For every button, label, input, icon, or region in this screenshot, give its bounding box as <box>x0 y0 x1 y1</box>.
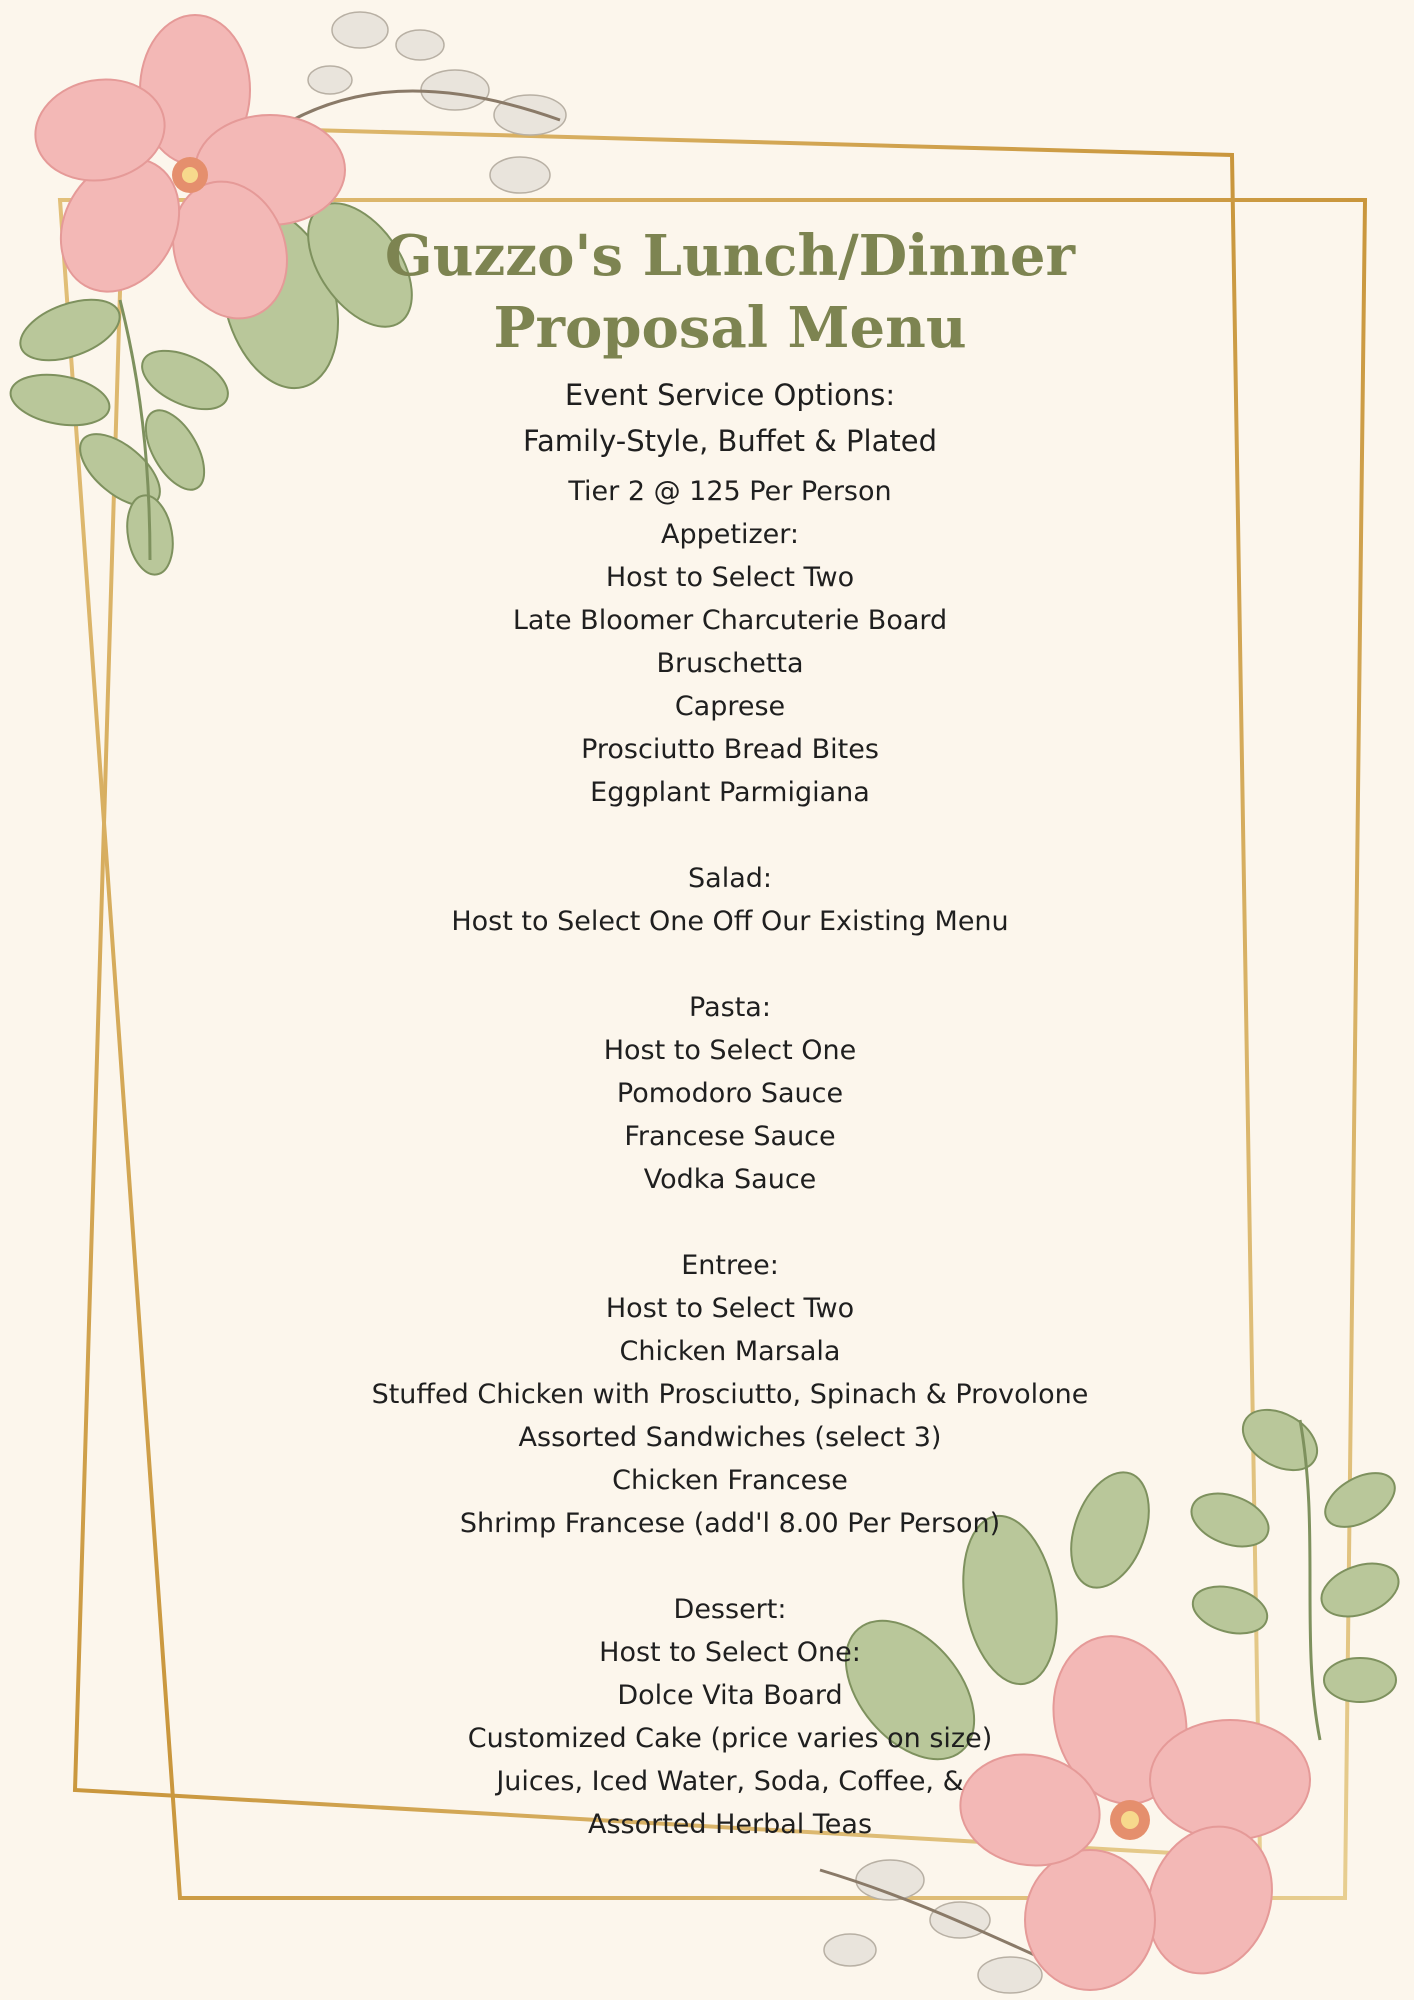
menu-line: Francese Sauce <box>624 1121 836 1152</box>
menu-line: Salad: <box>688 863 772 894</box>
menu-line: Host to Select One Off Our Existing Menu <box>451 906 1009 937</box>
menu-line: Chicken Marsala <box>619 1336 841 1367</box>
menu-line: Assorted Sandwiches (select 3) <box>518 1422 942 1453</box>
menu-line: Host to Select Two <box>605 562 855 593</box>
menu-line: Host to Select One: <box>599 1637 861 1668</box>
menu-line: Entree: <box>681 1250 779 1281</box>
menu-line: Dolce Vita Board <box>617 1680 843 1711</box>
menu-lines <box>300 470 1160 1846</box>
title-line-1: Guzzo's Lunch/Dinner <box>384 223 1076 289</box>
menu-line: Caprese <box>674 691 786 722</box>
menu-line: Customized Cake (price varies on size) <box>467 1723 993 1754</box>
menu-line: Stuffed Chicken with Prosciutto, Spinach & Provolone <box>371 1379 1089 1410</box>
menu-line: Assorted Herbal Teas <box>587 1809 873 1840</box>
menu-line: Dessert: <box>673 1594 787 1625</box>
menu-line: Shrimp Francese (add'l 8.00 Per Person) <box>459 1508 1001 1539</box>
title-line-2: Proposal Menu <box>493 295 967 361</box>
service-options-value: Family-Style, Buffet & Plated <box>522 424 937 458</box>
menu-line: Chicken Francese <box>612 1465 848 1496</box>
menu-line: Pomodoro Sauce <box>616 1078 844 1109</box>
menu-spacer <box>300 1201 1160 1244</box>
service-options <box>300 372 1160 464</box>
menu-line: Prosciutto Bread Bites <box>581 734 879 765</box>
menu-line: Late Bloomer Charcuterie Board <box>512 605 948 636</box>
menu-title <box>300 220 1160 364</box>
menu-line: Eggplant Parmigiana <box>590 777 870 808</box>
menu-line: Tier 2 @ 125 Per Person <box>568 476 892 507</box>
menu-line: Appetizer: <box>661 519 799 550</box>
menu-line: Vodka Sauce <box>643 1164 817 1195</box>
menu-spacer <box>300 943 1160 986</box>
menu-line: Host to Select Two <box>605 1293 855 1324</box>
menu-line: Bruschetta <box>656 648 804 679</box>
menu-content <box>300 220 1160 1846</box>
menu-spacer <box>300 814 1160 857</box>
menu-line: Juices, Iced Water, Soda, Coffee, & <box>496 1766 964 1797</box>
menu-line: Host to Select One <box>603 1035 857 1066</box>
menu-line: Pasta: <box>689 992 771 1023</box>
service-options-label: Event Service Options: <box>564 378 896 412</box>
menu-spacer <box>300 1545 1160 1588</box>
